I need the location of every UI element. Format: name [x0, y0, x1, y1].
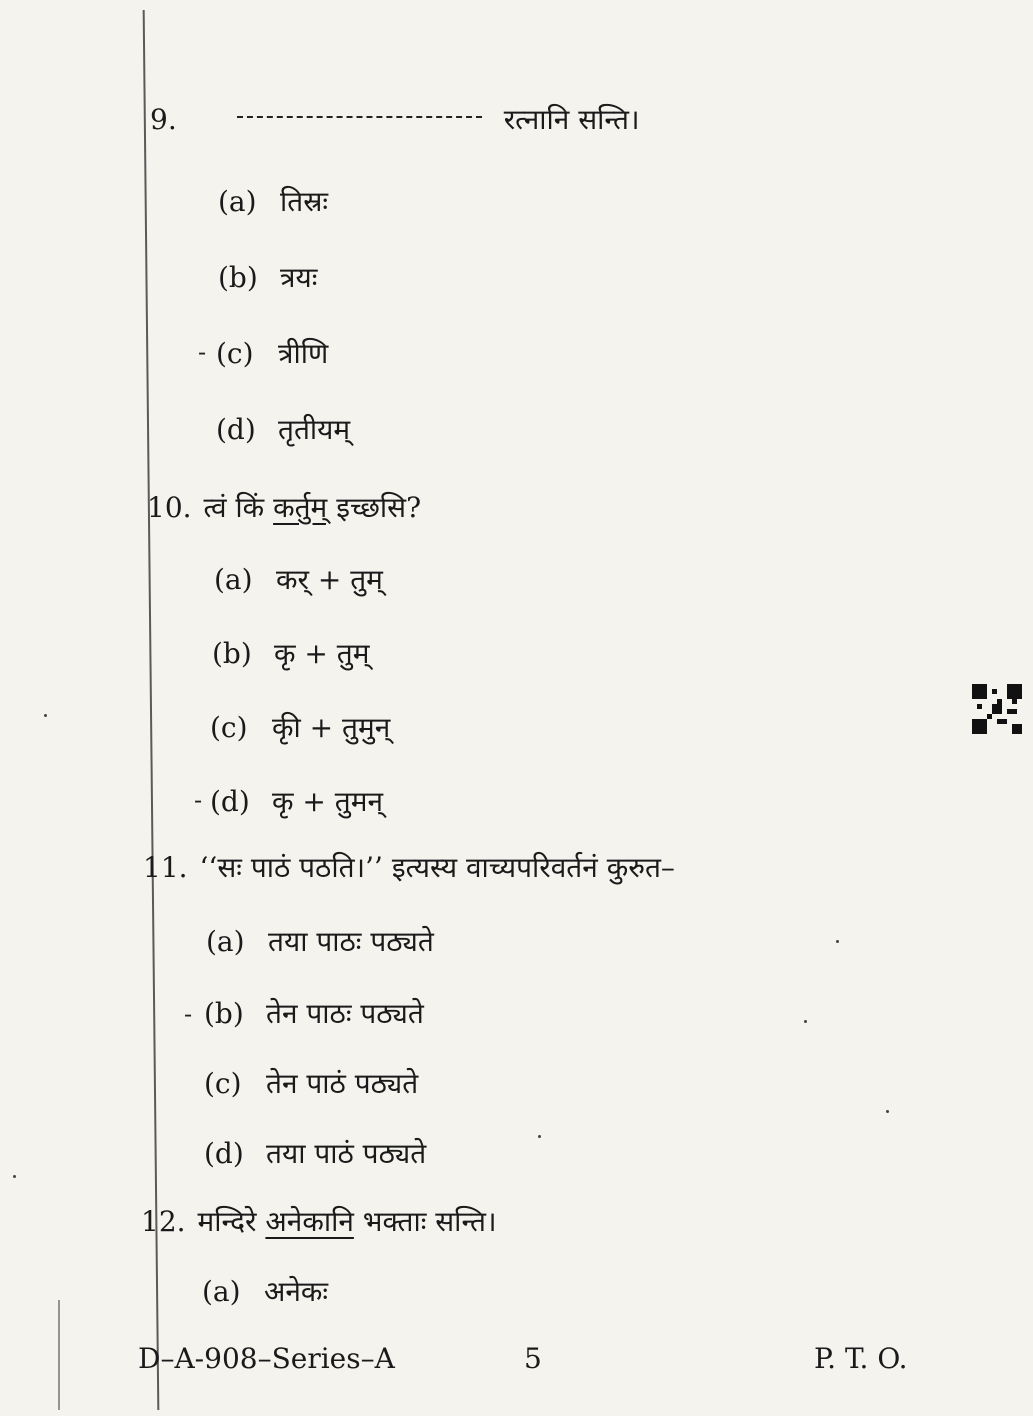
question-number: 10. — [147, 491, 192, 524]
option-text: त्रयः — [280, 261, 318, 294]
option-text: कर् + तुम् — [276, 563, 383, 596]
margin-line-lower — [58, 1300, 60, 1410]
option-label: (a) — [214, 563, 253, 596]
qr-code-icon — [972, 684, 1022, 734]
answer-tick-mark: - — [184, 1000, 193, 1028]
option-12a — [202, 1272, 328, 1310]
option-label: (d) — [216, 413, 256, 446]
option-label: (a) — [202, 1275, 241, 1308]
option-text: तेन पाठः पठ्यते — [266, 997, 424, 1030]
question-stem-part: इच्छसि? — [336, 491, 422, 524]
option-text: अनेकः — [264, 1275, 329, 1308]
option-text: तेन पाठं पठ्यते — [266, 1067, 419, 1100]
question-12 — [141, 1202, 497, 1240]
question-11 — [143, 848, 675, 886]
option-label: (d) — [204, 1137, 244, 1170]
question-9 — [150, 100, 640, 138]
option-text: तिस्रः — [280, 185, 329, 218]
question-number: 12. — [141, 1205, 186, 1238]
question-number: 11. — [143, 851, 188, 884]
margin-line — [143, 10, 160, 1410]
underlined-word: अनेकानि — [265, 1205, 354, 1238]
question-stem-part: त्वं किं — [203, 491, 265, 524]
option-text: कृ + तुम् — [274, 637, 370, 670]
question-number: 9. — [150, 103, 177, 136]
question-stem: ‘‘सः पाठं पठति।’’ इत्यस्य वाच्यपरिवर्तनं कुरुत– — [199, 851, 675, 884]
option-10d — [210, 782, 383, 820]
option-9c — [216, 334, 328, 372]
question-stem-part: भक्ताः सन्ति। — [362, 1205, 497, 1238]
answer-tick-mark: - — [194, 786, 203, 814]
option-text: तया पाठः पठ्यते — [268, 925, 434, 958]
option-10a — [214, 560, 383, 598]
option-text: त्रीणि — [278, 337, 329, 370]
option-10b — [212, 634, 369, 672]
option-label: (d) — [210, 785, 250, 818]
option-11c — [204, 1064, 418, 1102]
option-9b — [218, 258, 317, 296]
page-number: 5 — [524, 1342, 542, 1375]
option-text: तृतीयम् — [278, 413, 351, 446]
option-label: (c) — [210, 711, 248, 744]
option-9d — [216, 410, 350, 448]
option-label: (a) — [206, 925, 245, 958]
underlined-word: कर्तुम् — [273, 491, 328, 524]
scan-speck — [836, 940, 839, 943]
paper-code: D–A-908–Series–A — [138, 1342, 395, 1375]
option-text: तया पाठं पठ्यते — [266, 1137, 427, 1170]
scan-speck — [886, 1110, 889, 1113]
option-label: (b) — [204, 997, 244, 1030]
option-label: (c) — [204, 1067, 242, 1100]
option-9a — [218, 182, 328, 220]
scan-speck — [44, 714, 47, 717]
option-11d — [204, 1134, 426, 1172]
option-11a — [206, 922, 434, 960]
fill-blank — [237, 116, 482, 118]
answer-tick-mark: - — [198, 338, 207, 366]
option-text: कृी + तुमुन् — [272, 711, 391, 744]
scan-speck — [13, 1175, 16, 1178]
question-stem-part: मन्दिरे — [197, 1205, 257, 1238]
option-label: (b) — [212, 637, 252, 670]
scan-speck — [538, 1135, 541, 1138]
option-text: कृ + तुमन् — [272, 785, 384, 818]
option-label: (a) — [218, 185, 257, 218]
option-label: (b) — [218, 261, 258, 294]
question-10 — [147, 488, 421, 526]
option-label: (c) — [216, 337, 254, 370]
option-11b — [204, 994, 424, 1032]
pto-note: P. T. O. — [814, 1342, 908, 1375]
option-10c — [210, 708, 390, 746]
scan-speck — [804, 1020, 807, 1023]
question-stem: रत्नानि सन्ति। — [503, 103, 640, 136]
